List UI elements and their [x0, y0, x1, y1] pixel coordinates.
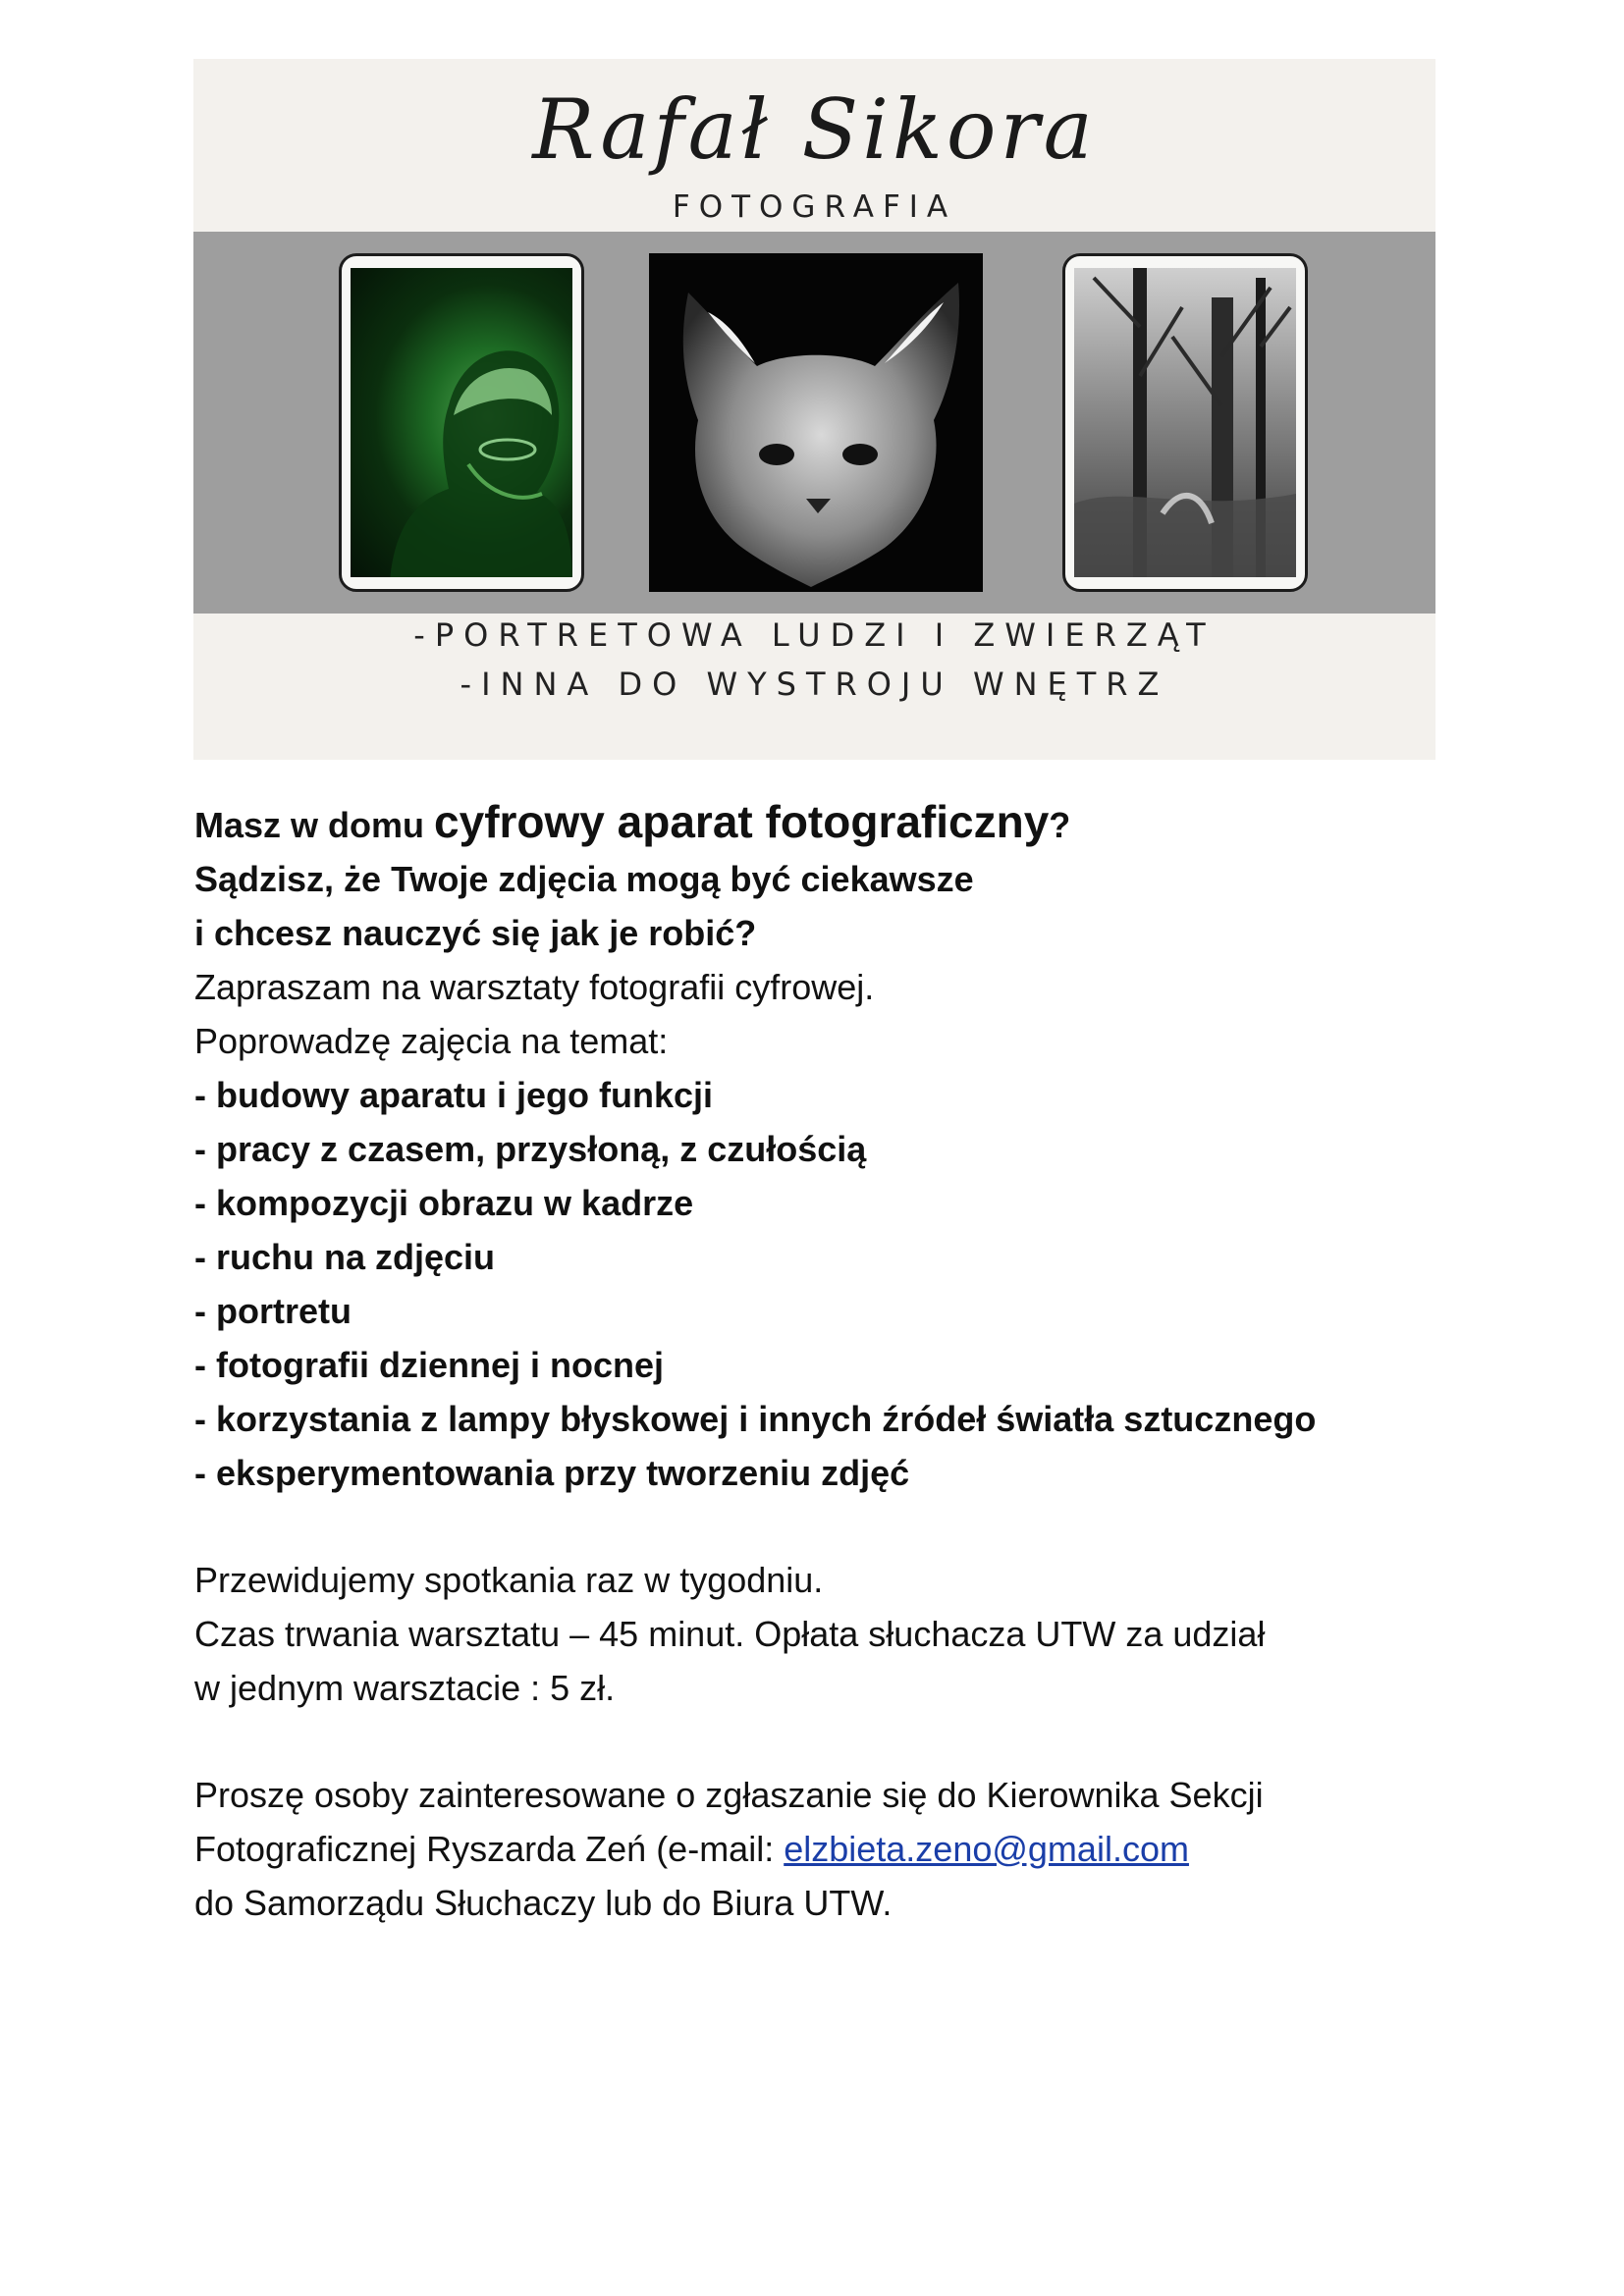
topic-item: - pracy z czasem, przysłoną, z czułością	[194, 1129, 867, 1169]
topic-item: - ruchu na zdjęciu	[194, 1237, 496, 1277]
topic-item: - korzystania z lampy błyskowej i innych źródeł światła sztucznego	[194, 1399, 1317, 1439]
spacer	[194, 1500, 1461, 1553]
tagline-portrait: -PORTRETOWA LUDZI I ZWIERZĄT	[413, 616, 1216, 654]
invitation-text: Zapraszam na warsztaty fotografii cyfrowej.	[194, 967, 875, 1007]
portrait-photo	[351, 268, 572, 577]
contact-line-2-prefix: Fotograficznej Ryszarda Zeń (e-mail:	[194, 1829, 785, 1869]
schedule-line-1: Przewidujemy spotkania raz w tygodniu.	[194, 1560, 824, 1600]
topics-intro: Poprowadzę zajęcia na temat:	[194, 1021, 669, 1061]
tablet-frame-trees	[1062, 253, 1308, 592]
topic-item: - portretu	[194, 1291, 352, 1331]
topic-item: - budowy aparatu i jego funkcji	[194, 1075, 714, 1115]
trees-silhouette	[1074, 268, 1296, 577]
brand-name: Rafał Sikora	[532, 81, 1097, 178]
tagline-interior: -INNA DO WYSTROJU WNĘTRZ	[460, 666, 1169, 703]
contact-line-1: Proszę osoby zainteresowane o zgłaszanie się do Kierownika Sekcji	[194, 1775, 1264, 1815]
tablet-frame-portrait	[339, 253, 584, 592]
intro-question-suffix: ?	[1049, 805, 1071, 845]
intro-question-learn: i chcesz nauczyć się jak je robić?	[194, 913, 757, 953]
schedule-line-2: Czas trwania warsztatu – 45 minut. Opłata słuchacza UTW za udział	[194, 1614, 1266, 1654]
topic-item: - kompozycji obrazu w kadrze	[194, 1183, 694, 1223]
contact-line-2	[194, 1822, 1461, 1876]
intro-question-photos: Sądzisz, że Twoje zdjęcia mogą być ciekawsze	[194, 859, 974, 899]
trees-photo	[1074, 268, 1296, 577]
cat-photo	[649, 253, 983, 592]
header-banner	[193, 59, 1435, 760]
cat-silhouette	[649, 253, 983, 592]
portrait-silhouette	[351, 268, 572, 577]
intro-question-prefix: Masz w domu	[194, 805, 435, 845]
spacer	[194, 1715, 1461, 1768]
email-link[interactable]: elzbieta.zeno@gmail.com	[784, 1829, 1189, 1869]
topic-item: - eksperymentowania przy tworzeniu zdjęć	[194, 1453, 910, 1493]
camera-dots-icon	[452, 260, 471, 264]
intro-question-camera	[194, 795, 1461, 852]
intro-question-emphasis: cyfrowy aparat fotograficzny	[434, 796, 1050, 847]
contact-line-3: do Samorządu Słuchaczy lub do Biura UTW.	[194, 1883, 893, 1923]
topic-item: - fotografii dziennej i nocnej	[194, 1345, 665, 1385]
flyer-body	[194, 795, 1461, 1930]
brand-subtitle: FOTOGRAFIA	[672, 189, 957, 225]
camera-dots-icon	[1175, 260, 1195, 264]
schedule-line-3: w jednym warsztacie : 5 zł.	[194, 1668, 616, 1708]
topics-list	[194, 1068, 1461, 1500]
